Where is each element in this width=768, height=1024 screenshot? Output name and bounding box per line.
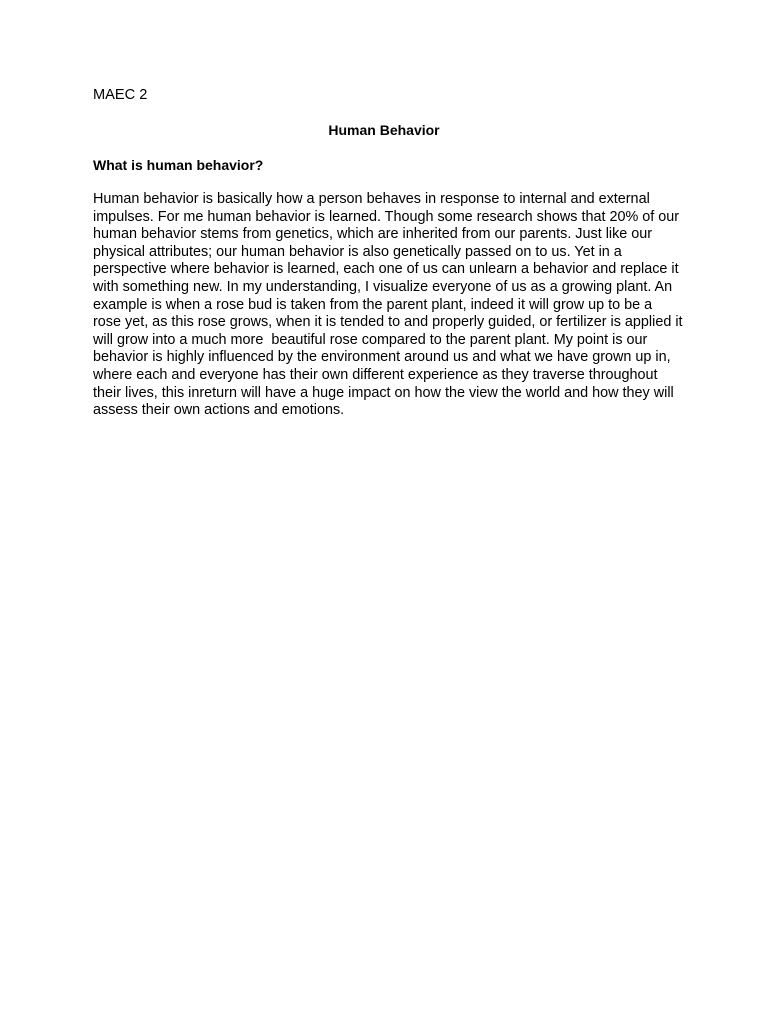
body-line: example is when a rose bud is taken from the parent plant, indeed it will grow up to be a (93, 296, 653, 313)
body-line: where each and everyone has their own different experience as they traverse throughout (93, 366, 658, 383)
document-title: Human Behavior (328, 122, 440, 138)
body-line: with something new. In my understanding, I visualize everyone of us as a growing plant. An (93, 278, 673, 295)
body-line: human behavior stems from genetics, which are inherited from our parents. Just like our (93, 226, 653, 243)
body-line: perspective where behavior is learned, each one of us can unlearn a behavior and replace it (93, 261, 679, 278)
body-line: Human behavior is basically how a person behaves in response to internal and external (93, 191, 650, 207)
section-question: What is human behavior? (93, 157, 264, 173)
body-line: assess their own actions and emotions. (93, 402, 345, 419)
body-paragraph (93, 191, 693, 420)
course-code: MAEC 2 (93, 87, 148, 103)
body-line: rose yet, as this rose grows, when it is tended to and properly guided, or fertilizer is applied it (93, 314, 683, 331)
body-line: impulses. For me human behavior is learned. Though some research shows that 20% of our (93, 208, 680, 225)
body-line: will grow into a much more beautiful rose compared to the parent plant. My point is our (93, 331, 648, 348)
body-line: behavior is highly influenced by the environment around us and what we have grown up in, (93, 349, 671, 366)
body-line: physical attributes; our human behavior is also genetically passed on to us. Yet in a (93, 243, 622, 260)
body-line: their lives, this inreturn will have a huge impact on how the view the world and how they will (93, 384, 674, 401)
